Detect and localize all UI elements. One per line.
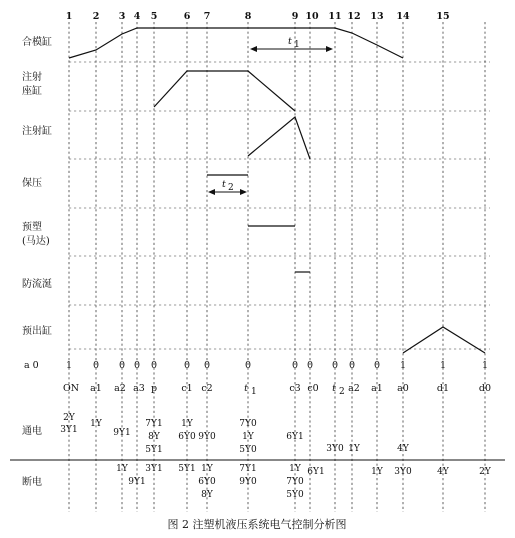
- energize-code: 8Y: [148, 432, 160, 442]
- a0-value: 1: [481, 360, 489, 371]
- event-label: ON: [62, 383, 80, 394]
- inject-cylinder-trace: [248, 117, 310, 159]
- a0-value: 0: [306, 360, 314, 371]
- column-number-12: 12: [347, 11, 361, 22]
- column-number-6: 6: [183, 11, 191, 22]
- deenergize-code: 9Y1: [128, 477, 146, 487]
- deenergize-code: 5Y0: [286, 490, 304, 500]
- energize-code: 5Y0: [239, 445, 257, 455]
- a0-value: 0: [291, 360, 299, 371]
- energize-code: 4Y: [397, 444, 409, 454]
- t2-label: t: [222, 179, 226, 190]
- a0-value: 1: [399, 360, 407, 371]
- deenergize-code: 3Y1: [145, 464, 163, 474]
- row-label-preplasticize-line1: 预塑: [22, 222, 42, 233]
- deenergize-code: 9Y0: [239, 477, 257, 487]
- deenergize-code: 7Y1: [239, 464, 257, 474]
- column-number-3: 3: [118, 11, 126, 22]
- deenergize-code: 3Y0: [394, 467, 412, 477]
- event-label: t: [332, 383, 336, 394]
- column-number-1: 1: [65, 11, 73, 22]
- energize-code: 9Y0: [198, 432, 216, 442]
- signal-traces: [69, 28, 485, 353]
- energize-code: 6Y1: [286, 432, 304, 442]
- deenergize-code: 1Y: [371, 467, 383, 477]
- row-separators: [69, 62, 490, 349]
- energize-code: 6Y0: [178, 432, 196, 442]
- column-number-7: 7: [203, 11, 211, 22]
- row-label-inject-seat-line2: 座缸: [22, 86, 42, 97]
- inject-seat-trace: [154, 71, 295, 111]
- deenergize-code: 5Y1: [178, 464, 196, 474]
- deenergize-code: 1Y: [116, 464, 128, 474]
- event-label: a0: [397, 383, 409, 394]
- event-label: c0: [307, 383, 319, 394]
- a0-value: 0: [331, 360, 339, 371]
- energize-code: 3Y0: [326, 444, 344, 454]
- deenergize-code: 6Y0: [198, 477, 216, 487]
- row-label-a0: a 0: [24, 360, 39, 371]
- t1-subscript: 1: [294, 40, 300, 50]
- a0-value: 1: [65, 360, 73, 371]
- event-subscript: 2: [339, 387, 345, 397]
- event-label: a1: [90, 383, 102, 394]
- column-numbers: [66, 11, 450, 22]
- event-label: a3: [133, 383, 145, 394]
- event-label: c1: [181, 383, 193, 394]
- t1-label: t: [288, 36, 292, 47]
- column-number-9: 9: [291, 11, 299, 22]
- energize-code: 7Y0: [239, 419, 257, 429]
- event-label: a1: [371, 383, 383, 394]
- time-markers: [208, 36, 333, 195]
- row-label-inject-cylinder: 注射缸: [22, 126, 52, 137]
- a0-value: 0: [244, 360, 252, 371]
- energize-code: 2Y: [63, 413, 75, 423]
- mold-clamp-trace: [69, 28, 403, 58]
- a0-value: 0: [92, 360, 100, 371]
- row-label-mold-clamp: 合模缸: [22, 37, 52, 48]
- deenergize-code: 1Y: [201, 464, 213, 474]
- a0-value: 0: [373, 360, 381, 371]
- row-label-inject-seat-line1: 注射: [22, 72, 42, 83]
- event-label: p: [150, 383, 158, 394]
- column-number-15: 15: [436, 11, 450, 22]
- figure-caption: 图 2 注塑机液压系统电气控制分析图: [167, 518, 347, 531]
- column-number-4: 4: [133, 11, 141, 22]
- a0-value: 0: [348, 360, 356, 371]
- column-number-10: 10: [305, 11, 319, 22]
- a0-value: 0: [118, 360, 126, 371]
- energize-code: 1Y: [181, 419, 193, 429]
- deenergize-code: 2Y: [479, 467, 491, 477]
- a0-value: 0: [133, 360, 141, 371]
- energize-section: [22, 413, 410, 455]
- a0-value: 1: [439, 360, 447, 371]
- a0-value: 0: [203, 360, 211, 371]
- column-number-8: 8: [244, 11, 252, 22]
- event-labels: [63, 383, 491, 397]
- deenergize-code: 7Y0: [286, 477, 304, 487]
- deenergize-code: 4Y: [437, 467, 449, 477]
- energize-code: 1Y: [90, 419, 102, 429]
- row-label-anti-drool: 防流涎: [22, 279, 52, 290]
- event-label: c2: [201, 383, 213, 394]
- row-labels: [22, 35, 52, 371]
- row-label-hold-pressure: 保压: [22, 178, 42, 189]
- deenergize-code: 6Y1: [307, 467, 325, 477]
- event-label: t: [244, 383, 248, 394]
- column-number-14: 14: [396, 11, 410, 22]
- energize-code: 3Y1: [60, 425, 78, 435]
- row-label-preplasticize-line2: (马达): [22, 236, 50, 247]
- column-number-5: 5: [150, 11, 158, 22]
- event-label: d0: [478, 383, 492, 394]
- energize-label: 通电: [22, 426, 42, 437]
- deenergize-code: 1Y: [289, 464, 301, 474]
- deenergize-label: 断电: [22, 477, 42, 488]
- row-label-ejector: 预出缸: [22, 326, 52, 337]
- energize-code: 9Y1: [113, 428, 131, 438]
- event-subscript: 1: [251, 387, 257, 397]
- column-number-2: 2: [92, 11, 100, 22]
- event-label: a2: [348, 383, 360, 394]
- event-label: d1: [436, 383, 450, 394]
- energize-code: 7Y1: [145, 419, 163, 429]
- deenergize-section: [22, 464, 492, 500]
- column-number-11: 11: [328, 11, 342, 22]
- event-label: a2: [114, 383, 126, 394]
- a0-values: [66, 360, 488, 371]
- event-label: c3: [289, 383, 301, 394]
- a0-value: 0: [150, 360, 158, 371]
- column-number-13: 13: [370, 11, 384, 22]
- a0-value: 0: [183, 360, 191, 371]
- energize-code: 1Y: [242, 432, 254, 442]
- t2-subscript: 2: [228, 183, 234, 193]
- energize-code: 1Y: [348, 444, 360, 454]
- deenergize-code: 8Y: [201, 490, 213, 500]
- energize-code: 5Y1: [145, 445, 163, 455]
